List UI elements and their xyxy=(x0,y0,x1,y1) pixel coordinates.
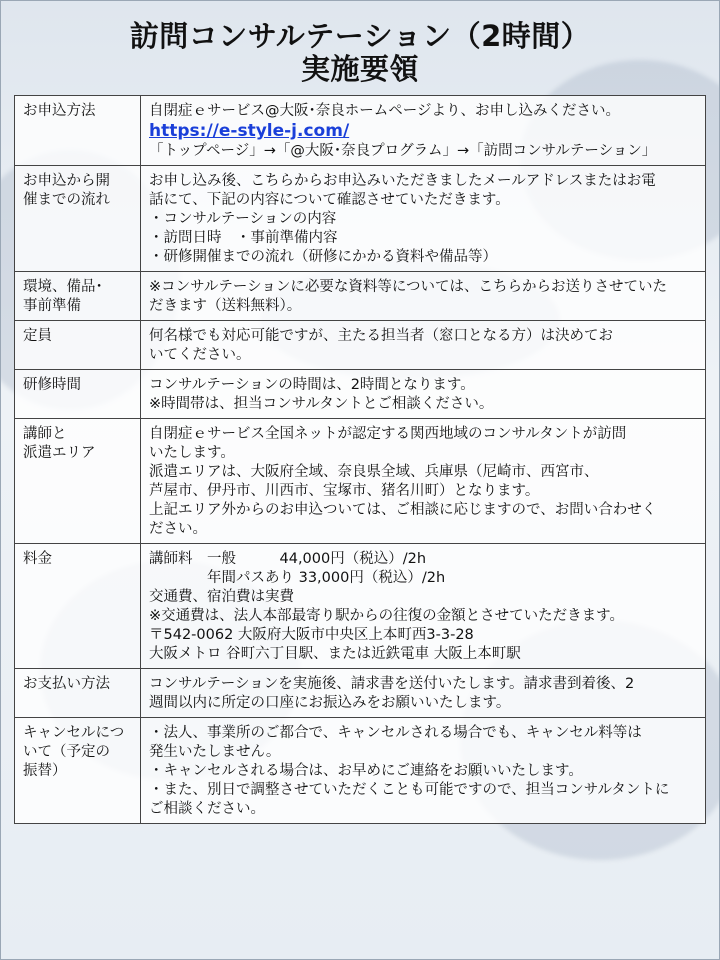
row-content: コンサルテーションの時間は、2時間となります。 ※時間帯は、担当コンサルタントとご相談ください。 xyxy=(141,370,706,419)
table-row-instructor-area xyxy=(15,419,706,544)
table-row-application-method xyxy=(15,96,706,166)
row-content: お申し込み後、こちらからお申込みいただきましたメールアドレスまたはお電 話にて、下記の内容について確認させていただきます。 ・コンサルテーションの内容 ・訪問日時 ・事前準備内容 ・研修開催までの流れ（研修にかかる資料や備品等） xyxy=(141,166,706,272)
row-content: コンサルテーションを実施後、請求書を送付いたします。請求書到着後、2 週間以内に所定の口座にお振込みをお願いいたします。 xyxy=(141,669,706,718)
website-link[interactable]: https://e-style-j.com/ xyxy=(149,121,350,141)
table-row-preparation xyxy=(15,272,706,321)
row-label: キャンセルにつ いて（予定の 振替） xyxy=(15,718,141,824)
row-content: 自閉症ｅサービス@大阪･奈良ホームページより、お申し込みください。 https://e-style-j.com/ 「トップページ」→「@大阪･奈良プログラム」→「訪問コンサルテーション」 xyxy=(141,96,706,166)
table-row-capacity xyxy=(15,321,706,370)
row-content: ※コンサルテーションに必要な資料等については、こちらからお送りさせていた だきます（送料無料）。 xyxy=(141,272,706,321)
row-label: 環境、備品･ 事前準備 xyxy=(15,272,141,321)
address: 〒542-0062 大阪府大阪市中央区上本町西3-3-28 xyxy=(149,627,474,643)
table-row-fees xyxy=(15,544,706,669)
row-label: 講師と 派遣エリア xyxy=(15,419,141,544)
fee-annual-pass: 年間パスあり 33,000円（税込）/2h xyxy=(149,570,446,586)
row-content: ・法人、事業所のご都合で、キャンセルされる場合でも、キャンセル料等は 発生いたしません。 ・キャンセルされる場合は、お早めにご連絡をお願いいたします。 ・また、別日で調整させていただくことも可能ですので、担当コンサルタントに ご相談ください。 xyxy=(141,718,706,824)
fee-general: 講師料 一般 44,000円（税込）/2h xyxy=(149,551,427,567)
row-label: 研修時間 xyxy=(15,370,141,419)
row-label: 料金 xyxy=(15,544,141,669)
row-label: お支払い方法 xyxy=(15,669,141,718)
table-row-training-time xyxy=(15,370,706,419)
row-label: お申込方法 xyxy=(15,96,141,166)
table-row-cancellation xyxy=(15,718,706,824)
nearest-station: 大阪メトロ 谷町六丁目駅、または近鉄電車 大阪上本町駅 xyxy=(149,646,521,662)
table-row-payment xyxy=(15,669,706,718)
row-content: 講師料 一般 44,000円（税込）/2h 年間パスあり 33,000円（税込）/2h 交通費、宿泊費は実費 ※交通費は、法人本部最寄り駅からの往復の金額とさせていただきます。 〒542-0062 大阪府大阪市中央区上本町西3-3-28 大阪メトロ 谷町六丁目駅、または近鉄電車 大阪上本町駅 xyxy=(141,544,706,669)
page-title xyxy=(0,20,720,86)
row-label: お申込から開 催までの流れ xyxy=(15,166,141,272)
info-table xyxy=(14,95,706,824)
title-line-2: 実施要領 xyxy=(300,52,419,86)
row-content: 何名様でも対応可能ですが、主たる担当者（窓口となる方）は決めてお いてください。 xyxy=(141,321,706,370)
title-line-1: 訪問コンサルテーション（2時間） xyxy=(129,19,591,53)
table-row-flow xyxy=(15,166,706,272)
row-content: 自閉症ｅサービス全国ネットが認定する関西地域のコンサルタントが訪問 いたします。 派遣エリアは、大阪府全域、奈良県全域、兵庫県（尼崎市、西宮市、 芦屋市、伊丹市、川西市、宝塚市、猪名川町）となります。 上記エリア外からのお申込ついては、ご相談に応じますので、お問い合わせく ださい。 xyxy=(141,419,706,544)
row-label: 定員 xyxy=(15,321,141,370)
